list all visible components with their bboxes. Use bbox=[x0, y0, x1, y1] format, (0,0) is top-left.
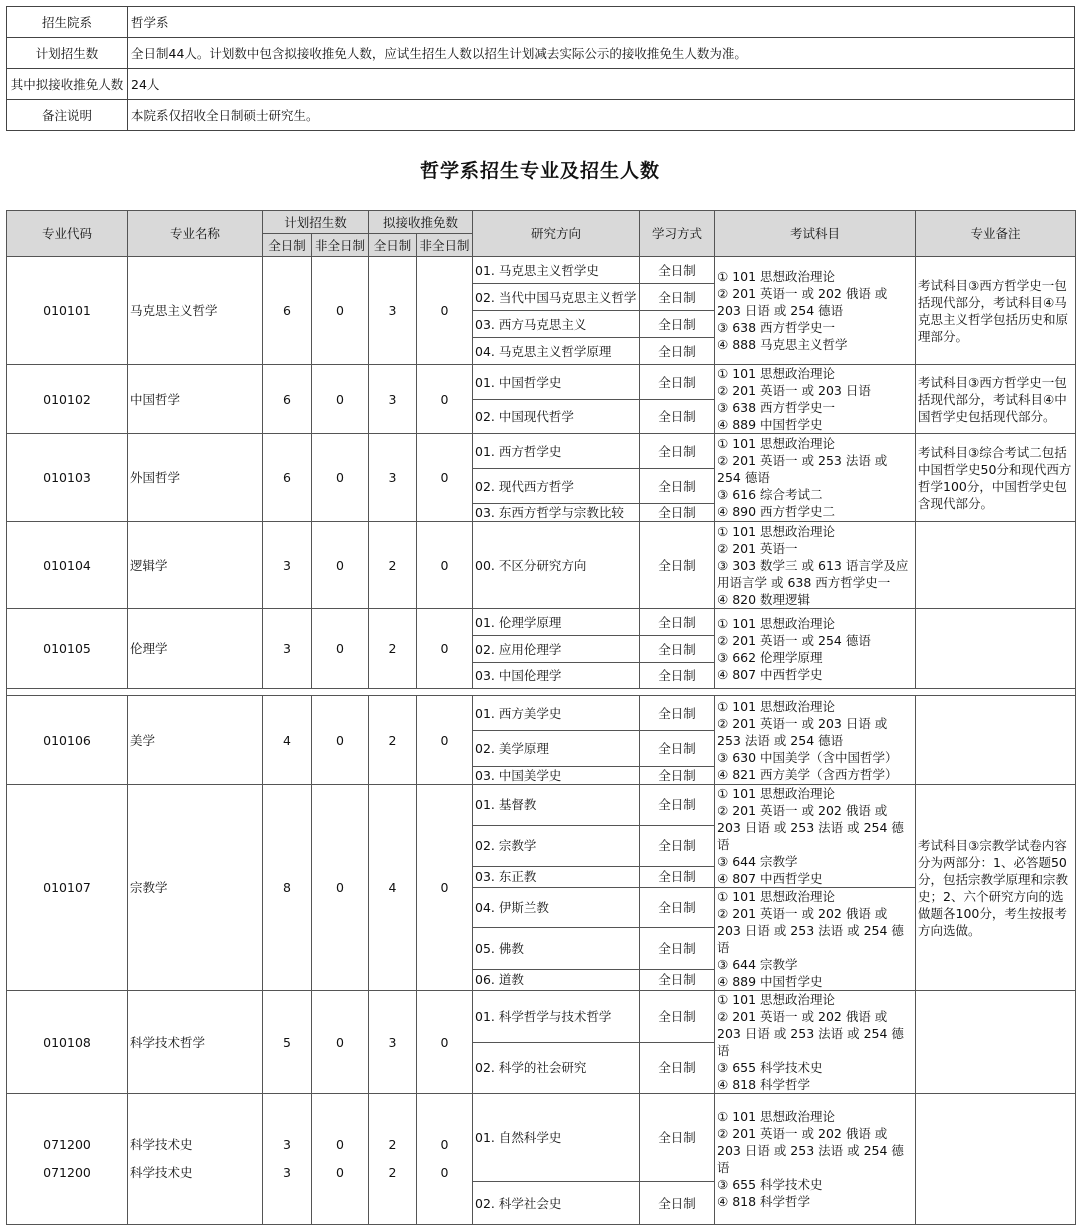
subject-line: ③ 638 西方哲学史一 bbox=[717, 400, 836, 415]
direction-cell: 03. 中国伦理学 bbox=[473, 663, 640, 689]
plan-fulltime-cell: 4 bbox=[263, 696, 312, 785]
subject-line: ① 101 思想政治理论 bbox=[717, 366, 836, 381]
col-header-plan-fulltime: 全日制 bbox=[263, 234, 312, 257]
subject-line: ③ 616 综合考试二 bbox=[717, 487, 823, 502]
cell-line: 071200 bbox=[43, 1137, 91, 1152]
subject-line: ③ 638 西方哲学史一 bbox=[717, 320, 836, 335]
study-mode-cell: 全日制 bbox=[640, 888, 715, 928]
major-name-cell: 宗教学 bbox=[128, 785, 263, 991]
study-mode-cell: 全日制 bbox=[640, 767, 715, 785]
study-mode-cell: 全日制 bbox=[640, 1182, 715, 1225]
table-row bbox=[7, 522, 1076, 609]
cell-line: 0 bbox=[336, 1165, 344, 1180]
exam-subjects-cell bbox=[715, 696, 916, 785]
cell-line: 科学技术史 bbox=[130, 1137, 193, 1152]
direction-cell: 01. 伦理学原理 bbox=[473, 609, 640, 636]
subject-line: ③ 655 科学技术史 bbox=[717, 1060, 823, 1075]
exam-subjects-cell bbox=[715, 257, 916, 365]
subject-line: ① 101 思想政治理论 bbox=[717, 698, 836, 714]
subject-line: ④ 889 中国哲学史 bbox=[717, 417, 823, 432]
subject-line: ① 101 思想政治理论 bbox=[717, 1109, 836, 1124]
col-header-note: 专业备注 bbox=[916, 211, 1076, 257]
exam-subjects-cell bbox=[715, 888, 916, 991]
cell-line: 0 bbox=[336, 1137, 344, 1152]
table-row bbox=[7, 609, 1076, 636]
major-name-cell: 科学技术哲学 bbox=[128, 991, 263, 1094]
direction-cell: 02. 现代西方哲学 bbox=[473, 469, 640, 504]
cell-line: 2 bbox=[388, 1165, 397, 1180]
exam-subjects-cell bbox=[715, 365, 916, 434]
subject-line: ③ 630 中国美学（含中国哲学） bbox=[717, 749, 898, 765]
info-value: 全日制44人。计划数中包含拟接收推免人数，应试生招生人数以招生计划减去实际公示的接收推免生人数为准。 bbox=[128, 38, 1075, 69]
subject-line: ④ 890 西方哲学史二 bbox=[717, 504, 836, 519]
col-header-exempt-fulltime: 全日制 bbox=[369, 234, 417, 257]
direction-cell: 02. 当代中国马克思主义哲学 bbox=[473, 284, 640, 311]
section-gap-cell bbox=[7, 689, 1076, 696]
plan-parttime-cell: 0 bbox=[312, 696, 369, 785]
header-row bbox=[7, 211, 1076, 234]
subject-line: ② 201 英语一 或 202 俄语 或 203 日语 或 253 法语 或 254 德语 bbox=[717, 906, 904, 955]
direction-cell: 06. 道教 bbox=[473, 969, 640, 990]
info-label: 其中拟接收推免人数 bbox=[7, 69, 128, 100]
plan-fulltime-cell: 6 bbox=[263, 365, 312, 434]
info-row-plan bbox=[7, 38, 1075, 69]
info-value: 哲学系 bbox=[128, 7, 1075, 38]
study-mode-cell: 全日制 bbox=[640, 969, 715, 990]
direction-cell: 04. 马克思主义哲学原理 bbox=[473, 338, 640, 365]
study-mode-cell: 全日制 bbox=[640, 663, 715, 689]
major-code-cell: 010104 bbox=[7, 522, 128, 609]
study-mode-cell: 全日制 bbox=[640, 696, 715, 731]
exempt-parttime-cell: 0 bbox=[417, 365, 473, 434]
subject-line: ① 101 思想政治理论 bbox=[717, 436, 836, 451]
exempt-fulltime-cell: 3 bbox=[369, 434, 417, 522]
major-name-cell: 中国哲学 bbox=[128, 365, 263, 434]
direction-cell: 00. 不区分研究方向 bbox=[473, 522, 640, 609]
study-mode-cell: 全日制 bbox=[640, 338, 715, 365]
major-note-cell: 考试科目③西方哲学史一包括现代部分，考试科目④中国哲学史包括现代部分。 bbox=[916, 365, 1076, 434]
subject-line: ③ 655 科学技术史 bbox=[717, 1177, 823, 1192]
major-name-cell bbox=[128, 1094, 263, 1225]
subject-line: ② 201 英语一 或 253 法语 或 254 德语 bbox=[717, 453, 888, 485]
col-header-exempt: 拟接收推免数 bbox=[369, 211, 473, 234]
plan-fulltime-cell: 3 bbox=[263, 522, 312, 609]
plan-parttime-cell: 0 bbox=[312, 785, 369, 991]
subject-line: ③ 644 宗教学 bbox=[717, 854, 798, 869]
direction-cell: 05. 佛教 bbox=[473, 928, 640, 969]
direction-cell: 03. 东西方哲学与宗教比较 bbox=[473, 504, 640, 522]
direction-cell: 03. 东正教 bbox=[473, 866, 640, 887]
major-note-cell bbox=[916, 1094, 1076, 1225]
plan-fulltime-cell: 6 bbox=[263, 257, 312, 365]
major-note-cell bbox=[916, 609, 1076, 689]
study-mode-cell: 全日制 bbox=[640, 1094, 715, 1182]
subject-line: ① 101 思想政治理论 bbox=[717, 615, 836, 631]
exam-subjects-cell bbox=[715, 991, 916, 1094]
subject-line: ② 201 英语一 或 203 日语 或 253 法语 或 254 德语 bbox=[717, 715, 888, 748]
subject-line: ④ 818 科学哲学 bbox=[717, 1194, 811, 1209]
plan-fulltime-cell bbox=[263, 1094, 312, 1225]
major-name-cell: 伦理学 bbox=[128, 609, 263, 689]
direction-cell: 01. 西方哲学史 bbox=[473, 434, 640, 469]
col-header-plan: 计划招生数 bbox=[263, 211, 369, 234]
subject-line: ④ 818 科学哲学 bbox=[717, 1077, 811, 1092]
direction-cell: 02. 科学社会史 bbox=[473, 1182, 640, 1225]
exempt-fulltime-cell bbox=[369, 1094, 417, 1225]
subject-line: ② 201 英语一 或 202 俄语 或 203 日语 或 254 德语 bbox=[717, 286, 888, 318]
plan-parttime-cell: 0 bbox=[312, 434, 369, 522]
direction-cell: 02. 中国现代哲学 bbox=[473, 400, 640, 434]
col-header-exempt-parttime: 非全日制 bbox=[417, 234, 473, 257]
info-label: 招生院系 bbox=[7, 7, 128, 38]
plan-parttime-cell bbox=[312, 1094, 369, 1225]
page-title: 哲学系招生专业及招生人数 bbox=[419, 160, 660, 182]
major-code-cell: 010107 bbox=[7, 785, 128, 991]
exempt-fulltime-cell: 3 bbox=[369, 991, 417, 1094]
plan-fulltime-cell: 3 bbox=[263, 609, 312, 689]
plan-parttime-cell: 0 bbox=[312, 522, 369, 609]
study-mode-cell: 全日制 bbox=[640, 785, 715, 826]
plan-fulltime-cell: 6 bbox=[263, 434, 312, 522]
plan-fulltime-cell: 8 bbox=[263, 785, 312, 991]
exam-subjects-cell bbox=[715, 434, 916, 522]
subject-line: ③ 662 伦理学原理 bbox=[717, 649, 823, 665]
major-code-cell: 010101 bbox=[7, 257, 128, 365]
col-header-subjects: 考试科目 bbox=[715, 211, 916, 257]
cell-line: 3 bbox=[283, 1137, 291, 1152]
study-mode-cell: 全日制 bbox=[640, 434, 715, 469]
subject-line: ④ 807 中西哲学史 bbox=[717, 666, 823, 682]
info-label: 计划招生数 bbox=[7, 38, 128, 69]
study-mode-cell: 全日制 bbox=[640, 609, 715, 636]
info-row-remark bbox=[7, 100, 1075, 131]
exempt-parttime-cell: 0 bbox=[417, 434, 473, 522]
subject-line: ④ 820 数理逻辑 bbox=[717, 591, 811, 607]
subject-line: ② 201 英语一 或 202 俄语 或 203 日语 或 253 法语 或 254 德语 bbox=[717, 1126, 904, 1175]
major-name-cell: 美学 bbox=[128, 696, 263, 785]
subject-line: ① 101 思想政治理论 bbox=[717, 523, 836, 539]
major-note-cell bbox=[916, 991, 1076, 1094]
study-mode-cell: 全日制 bbox=[640, 636, 715, 663]
exempt-parttime-cell: 0 bbox=[417, 257, 473, 365]
major-name-cell: 逻辑学 bbox=[128, 522, 263, 609]
exempt-fulltime-cell: 2 bbox=[369, 522, 417, 609]
study-mode-cell: 全日制 bbox=[640, 866, 715, 887]
study-mode-cell: 全日制 bbox=[640, 257, 715, 284]
exam-subjects-cell bbox=[715, 1094, 916, 1225]
major-code-cell: 010103 bbox=[7, 434, 128, 522]
major-note-cell: 考试科目③西方哲学史一包括现代部分，考试科目④马克思主义哲学包括历史和原理部分。 bbox=[916, 257, 1076, 365]
study-mode-cell: 全日制 bbox=[640, 1042, 715, 1094]
major-note-cell bbox=[916, 522, 1076, 609]
subject-line: ④ 888 马克思主义哲学 bbox=[717, 337, 848, 352]
subject-line: ② 201 英语一 或 203 日语 bbox=[717, 383, 871, 398]
study-mode-cell: 全日制 bbox=[640, 284, 715, 311]
subject-line: ③ 644 宗教学 bbox=[717, 957, 798, 972]
cell-line: 2 bbox=[388, 1137, 397, 1152]
table-row bbox=[7, 257, 1076, 284]
subject-line: ② 201 英语一 或 202 俄语 或 203 日语 或 253 法语 或 254 德语 bbox=[717, 803, 904, 852]
direction-cell: 02. 应用伦理学 bbox=[473, 636, 640, 663]
exempt-parttime-cell: 0 bbox=[417, 696, 473, 785]
table-row bbox=[7, 696, 1076, 731]
subject-line: ③ 303 数学三 或 613 语言学及应用语言学 或 638 西方哲学史一 bbox=[717, 557, 909, 590]
direction-cell: 01. 马克思主义哲学史 bbox=[473, 257, 640, 284]
study-mode-cell: 全日制 bbox=[640, 311, 715, 338]
info-table bbox=[6, 6, 1075, 131]
table-row bbox=[7, 785, 1076, 826]
direction-cell: 01. 基督教 bbox=[473, 785, 640, 826]
study-mode-cell: 全日制 bbox=[640, 504, 715, 522]
table-body bbox=[7, 257, 1076, 1225]
subject-line: ① 101 思想政治理论 bbox=[717, 786, 836, 801]
major-code-cell: 010106 bbox=[7, 696, 128, 785]
major-note-cell: 考试科目③宗教学试卷内容分为两部分：1、必答题50分，包括宗教学原理和宗教史；2、六个研究方向的选做题各100分，考生按报考方向选做。 bbox=[916, 785, 1076, 991]
info-value: 24人 bbox=[128, 69, 1075, 100]
info-row-dept bbox=[7, 7, 1075, 38]
major-code-cell: 010102 bbox=[7, 365, 128, 434]
col-header-direction: 研究方向 bbox=[473, 211, 640, 257]
subject-line: ④ 889 中国哲学史 bbox=[717, 974, 823, 989]
exempt-parttime-cell: 0 bbox=[417, 609, 473, 689]
exempt-parttime-cell: 0 bbox=[417, 522, 473, 609]
info-label: 备注说明 bbox=[7, 100, 128, 131]
subject-line: ② 201 英语一 或 202 俄语 或 203 日语 或 253 法语 或 254 德语 bbox=[717, 1009, 904, 1058]
subject-line: ① 101 思想政治理论 bbox=[717, 269, 836, 284]
cell-line: 0 bbox=[440, 1137, 449, 1152]
table-row bbox=[7, 1094, 1076, 1182]
info-value: 本院系仅招收全日制硕士研究生。 bbox=[128, 100, 1075, 131]
plan-parttime-cell: 0 bbox=[312, 257, 369, 365]
study-mode-cell: 全日制 bbox=[640, 825, 715, 866]
exempt-fulltime-cell: 4 bbox=[369, 785, 417, 991]
plan-parttime-cell: 0 bbox=[312, 991, 369, 1094]
plan-parttime-cell: 0 bbox=[312, 609, 369, 689]
study-mode-cell: 全日制 bbox=[640, 469, 715, 504]
direction-cell: 04. 伊斯兰教 bbox=[473, 888, 640, 928]
study-mode-cell: 全日制 bbox=[640, 522, 715, 609]
direction-cell: 01. 中国哲学史 bbox=[473, 365, 640, 400]
col-header-mode: 学习方式 bbox=[640, 211, 715, 257]
exam-subjects-cell bbox=[715, 609, 916, 689]
col-header-code: 专业代码 bbox=[7, 211, 128, 257]
direction-cell: 03. 西方马克思主义 bbox=[473, 311, 640, 338]
study-mode-cell: 全日制 bbox=[640, 991, 715, 1043]
study-mode-cell: 全日制 bbox=[640, 365, 715, 400]
col-header-name: 专业名称 bbox=[128, 211, 263, 257]
subject-line: ① 101 思想政治理论 bbox=[717, 889, 836, 904]
subject-line: ① 101 思想政治理论 bbox=[717, 992, 836, 1007]
subject-line: ② 201 英语一 或 254 德语 bbox=[717, 632, 871, 648]
subject-line: ④ 821 西方美学（含西方哲学） bbox=[717, 766, 898, 782]
exempt-fulltime-cell: 3 bbox=[369, 257, 417, 365]
major-name-cell: 外国哲学 bbox=[128, 434, 263, 522]
major-note-cell bbox=[916, 696, 1076, 785]
direction-cell: 01. 自然科学史 bbox=[473, 1094, 640, 1182]
cell-line: 3 bbox=[283, 1165, 291, 1180]
table-row bbox=[7, 991, 1076, 1043]
exempt-fulltime-cell: 2 bbox=[369, 609, 417, 689]
info-row-exempt bbox=[7, 69, 1075, 100]
study-mode-cell: 全日制 bbox=[640, 928, 715, 969]
plan-parttime-cell: 0 bbox=[312, 365, 369, 434]
study-mode-cell: 全日制 bbox=[640, 731, 715, 767]
exam-subjects-cell bbox=[715, 522, 916, 609]
major-code-cell: 010108 bbox=[7, 991, 128, 1094]
exempt-fulltime-cell: 2 bbox=[369, 696, 417, 785]
direction-cell: 02. 美学原理 bbox=[473, 731, 640, 767]
subject-line: ④ 807 中西哲学史 bbox=[717, 871, 823, 886]
exempt-parttime-cell: 0 bbox=[417, 785, 473, 991]
direction-cell: 03. 中国美学史 bbox=[473, 767, 640, 785]
major-name-cell: 马克思主义哲学 bbox=[128, 257, 263, 365]
direction-cell: 01. 科学哲学与技术哲学 bbox=[473, 991, 640, 1043]
col-header-plan-parttime: 非全日制 bbox=[312, 234, 369, 257]
study-mode-cell: 全日制 bbox=[640, 400, 715, 434]
section-gap bbox=[7, 689, 1076, 696]
direction-cell: 02. 科学的社会研究 bbox=[473, 1042, 640, 1094]
exam-subjects-cell bbox=[715, 785, 916, 888]
major-code-cell bbox=[7, 1094, 128, 1225]
exempt-parttime-cell: 0 bbox=[417, 991, 473, 1094]
table-row bbox=[7, 434, 1076, 469]
direction-cell: 01. 西方美学史 bbox=[473, 696, 640, 731]
plan-fulltime-cell: 5 bbox=[263, 991, 312, 1094]
cell-line: 071200 bbox=[43, 1165, 91, 1180]
table-row bbox=[7, 365, 1076, 400]
cell-line: 科学技术史 bbox=[130, 1165, 193, 1180]
cell-line: 0 bbox=[440, 1165, 449, 1180]
exempt-parttime-cell bbox=[417, 1094, 473, 1225]
subject-line: ② 201 英语一 bbox=[717, 540, 798, 556]
majors-table bbox=[6, 210, 1076, 1225]
direction-cell: 02. 宗教学 bbox=[473, 825, 640, 866]
major-note-cell: 考试科目③综合考试二包括中国哲学史50分和现代西方哲学100分，中国哲学史包含现代部分。 bbox=[916, 434, 1076, 522]
exempt-fulltime-cell: 3 bbox=[369, 365, 417, 434]
major-code-cell: 010105 bbox=[7, 609, 128, 689]
